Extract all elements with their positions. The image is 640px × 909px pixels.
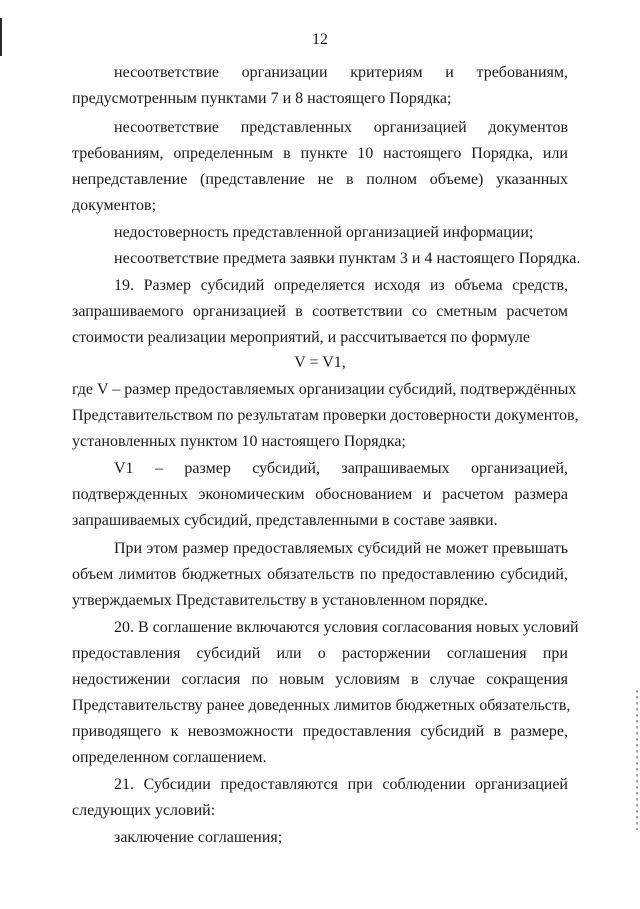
- text-line: предоставления субсидий или о расторжении соглашения при: [72, 645, 568, 662]
- scan-edge-dots: [636, 690, 638, 830]
- text-line: установленных пунктом 10 настоящего Порядка;: [72, 433, 406, 450]
- text-line: 19. Размер субсидий определяется исходя из объема средств,: [114, 277, 568, 294]
- text-line: Представительством по результатам проверки достоверности документов,: [72, 407, 579, 424]
- text-line: 21. Субсидии предоставляются при соблюдении организацией: [114, 776, 568, 793]
- text-line: V1 – размер субсидий, запрашиваемых организацией,: [114, 460, 568, 477]
- text-line: несоответствие предмета заявки пунктам 3 и 4 настоящего Порядка.: [114, 250, 581, 267]
- text-line: подтвержденных экономическим обоснованием и расчетом размера: [72, 486, 568, 503]
- text-line: определенном соглашением.: [72, 749, 267, 766]
- text-line: следующих условий:: [72, 802, 216, 819]
- text-line: утверждаемых Представительству в установленном порядке.: [72, 592, 488, 609]
- text-line: запрашиваемых субсидий, представленными в составе заявки.: [72, 512, 498, 529]
- text-line: При этом размер предоставляемых субсидий не может превышать: [114, 540, 568, 557]
- text-line: приводящего к невозможности предоставления субсидий в размере,: [72, 723, 568, 740]
- formula: V = V1,: [294, 354, 346, 371]
- text-line: непредставление (представление не в полном объеме) указанных: [72, 171, 568, 188]
- text-line: где V – размер предоставляемых организации субсидий, подтверждённых: [72, 381, 577, 398]
- text-line: несоответствие организации критериям и требованиям,: [114, 64, 568, 81]
- page-number: 12: [312, 31, 328, 48]
- text-line: заключение соглашения;: [114, 829, 283, 846]
- text-line: недостоверность представленной организацией информации;: [114, 224, 534, 241]
- text-line: предусмотренным пунктами 7 и 8 настоящего Порядка;: [72, 90, 452, 107]
- text-line: требованиям, определенным в пункте 10 настоящего Порядка, или: [72, 145, 568, 162]
- text-line: недостижении согласия по новым условиям в случае сокращения: [72, 671, 568, 688]
- text-line: Представительству ранее доведенных лимитов бюджетных обязательств,: [72, 697, 571, 714]
- text-line: запрашиваемого организацией в соответствии со сметным расчетом: [72, 303, 568, 320]
- text-line: стоимости реализации мероприятий, и рассчитывается по формуле: [72, 329, 530, 346]
- text-line: объем лимитов бюджетных обязательств по предоставлению субсидий,: [72, 566, 568, 583]
- text-line: 20. В соглашение включаются условия согласования новых условий: [114, 619, 579, 636]
- text-line: документов;: [72, 197, 157, 214]
- text-line: несоответствие представленных организацией документов: [114, 119, 568, 136]
